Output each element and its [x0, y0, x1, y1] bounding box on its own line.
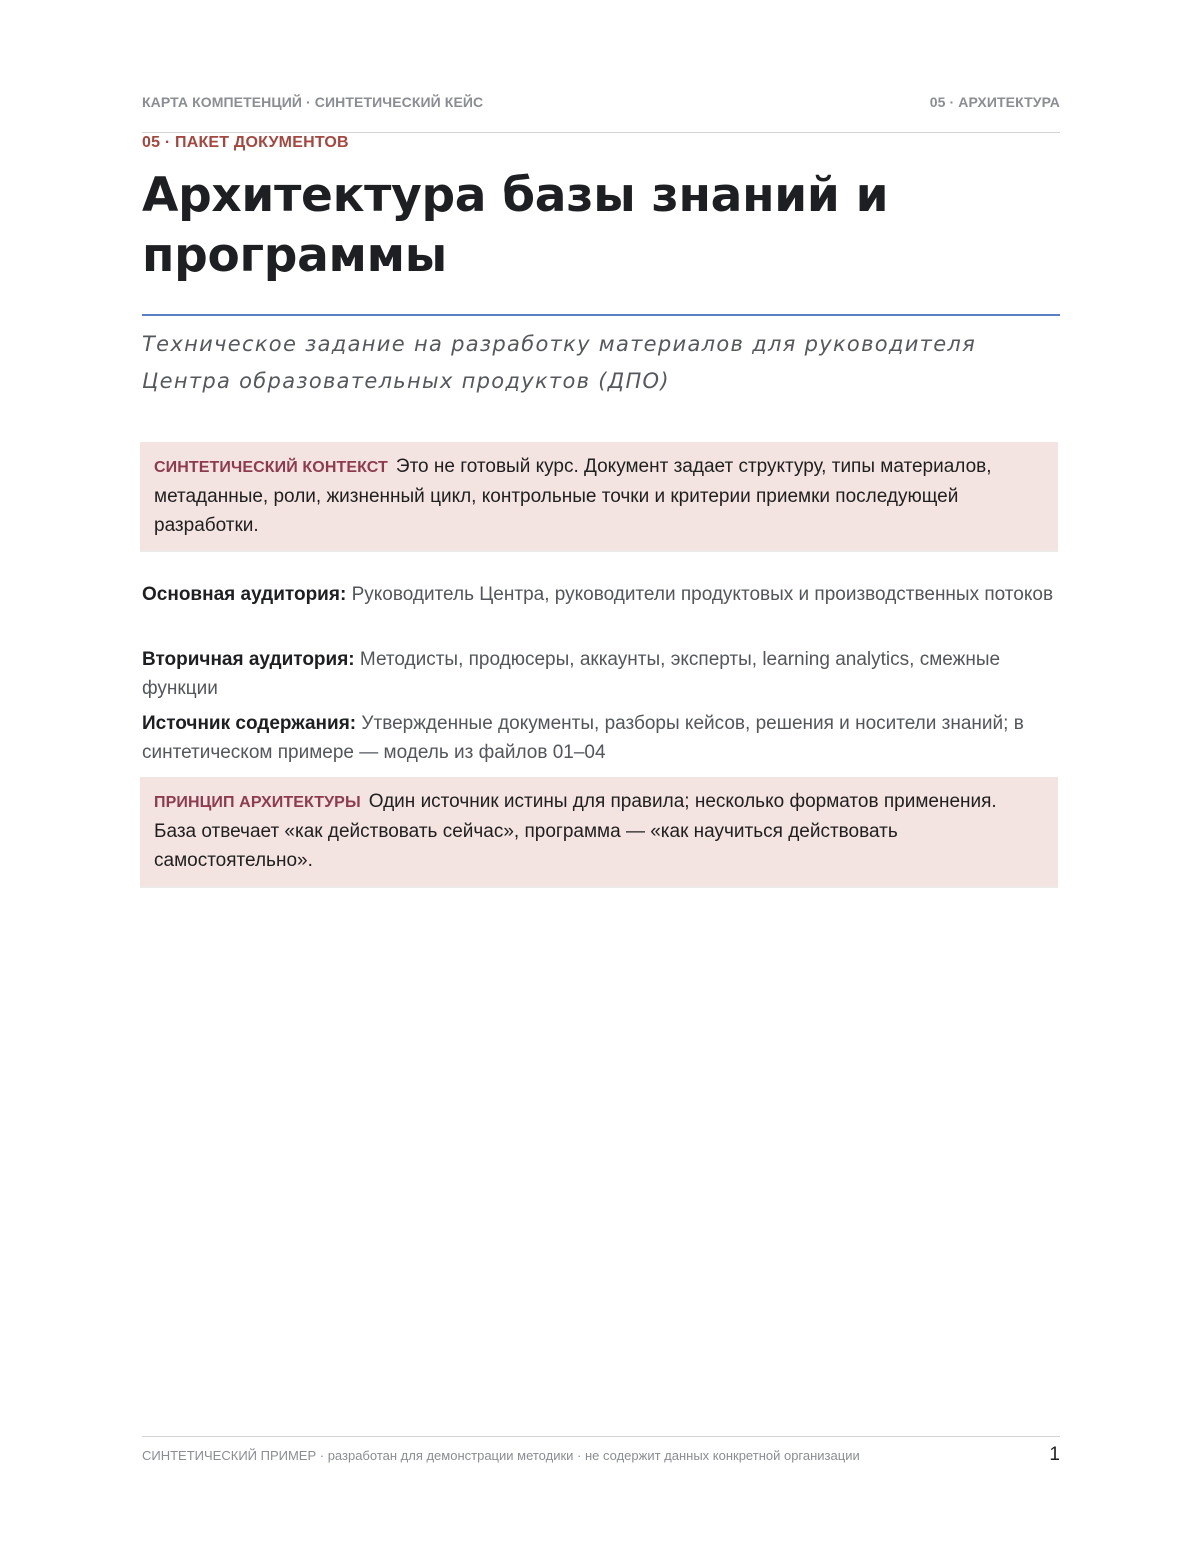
- callout-label: ПРИНЦИП АРХИТЕКТУРЫ: [154, 794, 361, 811]
- running-header: [142, 92, 1060, 112]
- page-subtitle: Техническое задание на разработку материалов для руководителя Центра образовательных продуктов (ДПО): [142, 332, 977, 393]
- meta-primary-audience: [142, 580, 1060, 609]
- footer-divider: [142, 1436, 1060, 1437]
- page-title: Архитектура базы знаний и программы: [142, 168, 889, 283]
- section-kicker: 05 · ПАКЕТ ДОКУМЕНТОВ: [142, 134, 349, 151]
- header-divider: [142, 132, 1060, 133]
- footer-text: СИНТЕТИЧЕСКИЙ ПРИМЕР · разработан для демонстрации методики · не содержит данных конкретной организации: [142, 1447, 860, 1463]
- callout-label: СИНТЕТИЧЕСКИЙ КОНТЕКСТ: [154, 459, 388, 476]
- meta-key: Основная аудитория:: [142, 584, 347, 605]
- meta-value: Руководитель Центра, руководители продуктовых и производственных потоков: [351, 584, 1054, 605]
- callout-text: Один источник истины для правила; несколько форматов применения. База отвечает «как действовать сейчас», программа — «как научиться действовать самостоятельно».: [154, 791, 997, 871]
- running-header-left: КАРТА КОМПЕТЕНЦИЙ · СИНТЕТИЧЕСКИЙ КЕЙС: [142, 94, 484, 110]
- meta-key: Источник содержания:: [142, 713, 357, 734]
- callout-synthetic-context: [140, 442, 1058, 552]
- callout-text: Это не готовый курс. Документ задает структуру, типы материалов, метаданные, роли, жизненный цикл, контрольные точки и критерии приемки последующей разработки.: [154, 456, 992, 536]
- meta-key: Вторичная аудитория:: [142, 649, 355, 670]
- callout-architecture-principle: [140, 777, 1058, 888]
- meta-secondary-audience: [142, 645, 1060, 703]
- page-number: 1: [1049, 1444, 1060, 1465]
- title-divider: [142, 314, 1060, 316]
- meta-content-source: [142, 709, 1060, 767]
- page-footer: [142, 1444, 1060, 1466]
- document-page: [142, 0, 1060, 1553]
- meta-value: Утвержденные документы, разборы кейсов, решения и носители знаний; в синтетическом примере — модель из файлов 01–04: [142, 713, 1024, 763]
- running-header-right: 05 · АРХИТЕКТУРА: [929, 94, 1060, 110]
- meta-value: Методисты, продюсеры, аккаунты, эксперты, learning analytics, смежные функции: [142, 649, 1001, 699]
